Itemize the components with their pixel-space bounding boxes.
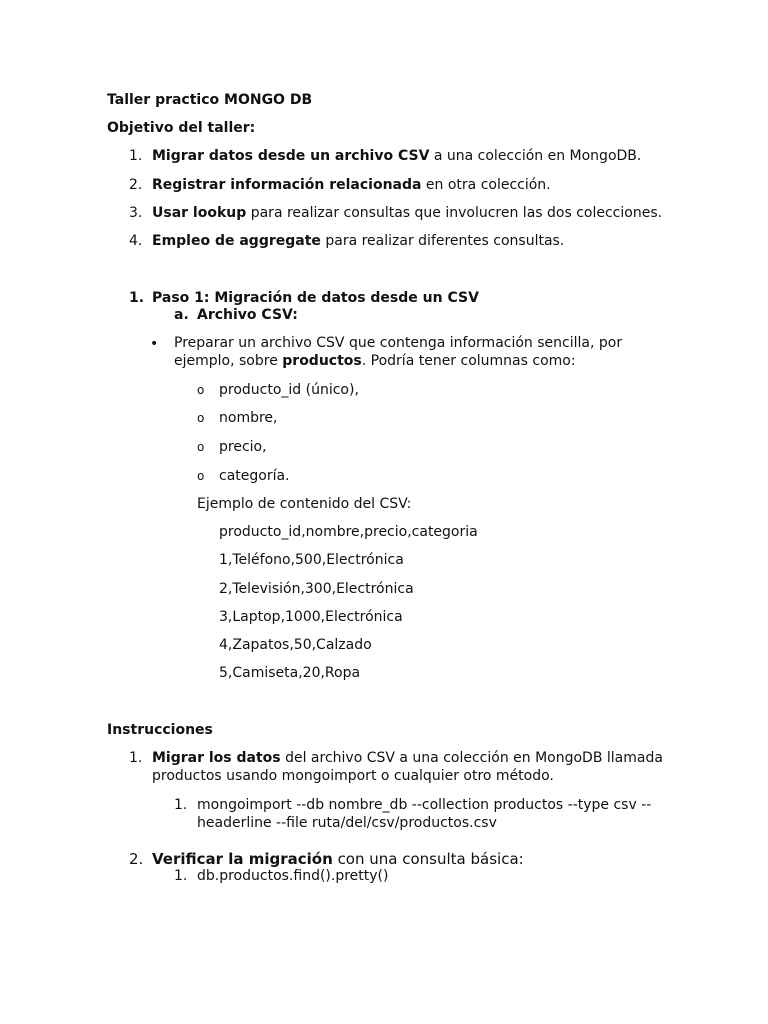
bullet-icon: • bbox=[150, 336, 159, 352]
paragraph-text: . Podría tener columnas como: bbox=[361, 353, 576, 369]
command-line: headerline --file ruta/del/csv/productos.csv bbox=[197, 815, 497, 831]
instruction-rest: con una consulta básica: bbox=[332, 850, 524, 868]
circle-bullet-icon: o bbox=[197, 383, 205, 397]
objective-bold: Empleo de aggregate bbox=[152, 233, 321, 249]
objective-text bbox=[152, 147, 641, 165]
paragraph-bold: productos bbox=[282, 353, 362, 369]
csv-line: 5,Camiseta,20,Ropa bbox=[219, 665, 361, 681]
paragraph-line bbox=[174, 352, 576, 370]
list-number: 2. bbox=[129, 177, 143, 193]
objective-rest: a una colección en MongoDB. bbox=[429, 148, 642, 164]
list-item: producto_id (único), bbox=[219, 382, 359, 398]
csv-file-heading: Archivo CSV: bbox=[197, 307, 298, 323]
list-letter: a. bbox=[174, 307, 189, 323]
objective-bold: Registrar información relacionada bbox=[152, 177, 422, 193]
circle-bullet-icon: o bbox=[197, 440, 205, 454]
objective-rest: para realizar diferentes consultas. bbox=[320, 233, 565, 249]
paragraph-text: ejemplo, sobre bbox=[174, 353, 283, 369]
objective-heading: Objetivo del taller: bbox=[107, 120, 256, 136]
instruction-rest: del archivo CSV a una colección en MongoDB llamada bbox=[280, 750, 663, 766]
csv-line: 4,Zapatos,50,Calzado bbox=[219, 637, 372, 653]
list-number: 1. bbox=[174, 797, 188, 813]
example-label: Ejemplo de contenido del CSV: bbox=[197, 496, 412, 512]
objective-text bbox=[152, 232, 564, 250]
list-number: 4. bbox=[129, 233, 143, 249]
objective-text bbox=[152, 204, 662, 222]
list-item: nombre, bbox=[219, 410, 278, 426]
list-number: 3. bbox=[129, 205, 143, 221]
circle-bullet-icon: o bbox=[197, 469, 205, 483]
step1-heading: Paso 1: Migración de datos desde un CSV bbox=[152, 290, 479, 306]
objective-rest: para realizar consultas que involucren las dos colecciones. bbox=[246, 205, 663, 221]
list-number: 1. bbox=[129, 750, 143, 766]
paragraph-line: Preparar un archivo CSV que contenga información sencilla, por bbox=[174, 335, 623, 351]
list-item: categoría. bbox=[219, 468, 290, 484]
objective-text bbox=[152, 176, 551, 194]
objective-bold: Usar lookup bbox=[152, 205, 247, 221]
instruction-text bbox=[152, 749, 663, 767]
command-line: mongoimport --db nombre_db --collection productos --type csv -- bbox=[197, 797, 652, 813]
csv-line: 1,Teléfono,500,Electrónica bbox=[219, 552, 404, 568]
instruction-bold: Migrar los datos bbox=[152, 750, 281, 766]
objective-bold: Migrar datos desde un archivo CSV bbox=[152, 148, 430, 164]
csv-line: 2,Televisión,300,Electrónica bbox=[219, 581, 414, 597]
list-number: 1. bbox=[174, 868, 188, 884]
document-title: Taller practico MONGO DB bbox=[107, 92, 313, 108]
list-number: 2. bbox=[129, 850, 144, 868]
csv-line: 3,Laptop,1000,Electrónica bbox=[219, 609, 403, 625]
instruction-text bbox=[152, 850, 524, 868]
list-number: 1. bbox=[129, 148, 143, 164]
command-line: db.productos.find().pretty() bbox=[197, 868, 389, 884]
instructions-heading: Instrucciones bbox=[107, 722, 213, 738]
csv-line: producto_id,nombre,precio,categoria bbox=[219, 524, 478, 540]
list-item: precio, bbox=[219, 439, 267, 455]
objective-rest: en otra colección. bbox=[421, 177, 551, 193]
circle-bullet-icon: o bbox=[197, 411, 205, 425]
instruction-text: productos usando mongoimport o cualquier otro método. bbox=[152, 768, 554, 784]
instruction-bold: Verificar la migración bbox=[152, 850, 333, 868]
list-number: 1. bbox=[129, 290, 145, 306]
